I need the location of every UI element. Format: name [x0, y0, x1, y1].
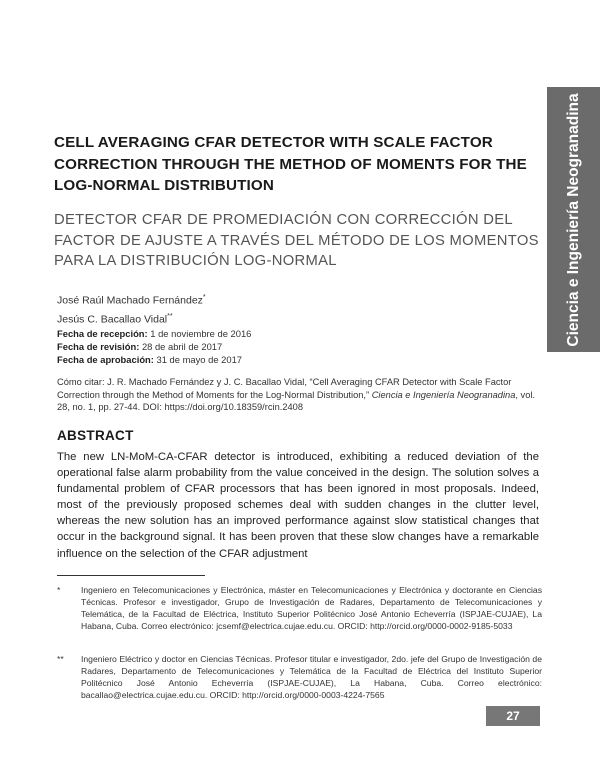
page-number: 27 [486, 706, 540, 726]
dates-block [57, 327, 251, 366]
author-2: Jesús C. Bacallao Vidal** [57, 312, 173, 325]
footnote-1 [57, 584, 542, 632]
title-english: CELL AVERAGING CFAR DETECTOR WITH SCALE FACTOR CORRECTION THROUGH THE METHOD OF MOMENTS FOR THE LOG-NORMAL DISTRIBUTION [54, 134, 527, 194]
footnote-2 [57, 653, 542, 701]
date-received: Fecha de recepción: 1 de noviembre de 2016 [57, 328, 252, 339]
journal-name: Ciencia e Ingeniería Neogranadina [564, 92, 582, 347]
date-approved: Fecha de aprobación: 31 de mayo de 2017 [57, 354, 242, 365]
footnote-1-text: Ingeniero en Telecomunicaciones y Electrónica, máster en Telecomunicaciones y Electrónica y doctorante en Ciencias Técnicas. Profesor e investigador, Grupo de Investigación de Radares, Departamento de Telecomunicaciones y Telemática, de la Facultad de Eléctrica, Instituto Superior Politécnico José Antonio Echeverría (ISPJAE-CUJAE), La Habana, Cuba. Correo electrónico: jcsemf@electrica.cujae.edu.cu. ORCID: http://orcid.org/0000-0002-9185-5033 [81, 585, 542, 632]
footnote-2-mark: ** [57, 654, 64, 664]
citation: Cómo citar: J. R. Machado Fernández y J. C. Bacallao Vidal, “Cell Averaging CFAR Detector with Scale Factor Correction through the Method of Moments for the Log-Normal Distribution,” Ciencia e Ingeniería Neogranadina, vol. 28, no. 1, pp. 27-44. DOI: https://doi.org/10.18359/rcin.2408 [57, 377, 536, 413]
journal-side-tab [547, 87, 600, 352]
date-revised: Fecha de revisión: 28 de abril de 2017 [57, 341, 223, 352]
footnote-1-mark: * [57, 585, 61, 595]
footnote-divider [57, 575, 205, 576]
authors [57, 290, 206, 327]
abstract-heading: ABSTRACT [57, 428, 134, 443]
author-1: José Raúl Machado Fernández* [57, 294, 206, 307]
title-spanish: DETECTOR CFAR DE PROMEDIACIÓN CON CORRECCIÓN DEL FACTOR DE AJUSTE A TRAVÉS DEL MÉTODO DE LOS MOMENTOS PARA LA DISTRIBUCIÓN LOG-NORMAL [54, 212, 539, 269]
abstract-text: The new LN-MoM-CA-CFAR detector is introduced, exhibiting a reduced deviation of the operational false alarm probability from the value conceived in the design. The solution solves a fundamental problem of CFAR processors that has been ignored in most proposals. Indeed, most of the previously proposed schemes deal with sudden changes in the clutter level, whereas the new solution has an improved performance against slow statistical changes that occur in the background signal. It has been proven that these slow changes have a remarkable influence on the selection of the CFAR adjustment [57, 451, 539, 560]
footnote-2-text: Ingeniero Eléctrico y doctor en Ciencias Técnicas. Profesor titular e investigador, 2do. jefe del Grupo de Investigación de Radares, Departamento de Telecomunicaciones y Telemática de la Facultad de Eléctrica del Instituto Superior Politécnico José Antonio Echeverría (ISPJAE-CUJAE), La Habana, Cuba. Correo electrónico: bacallao@electrica.cujae.edu.cu. ORCID: http://orcid.org/0000-0003-4224-7565 [81, 654, 542, 701]
